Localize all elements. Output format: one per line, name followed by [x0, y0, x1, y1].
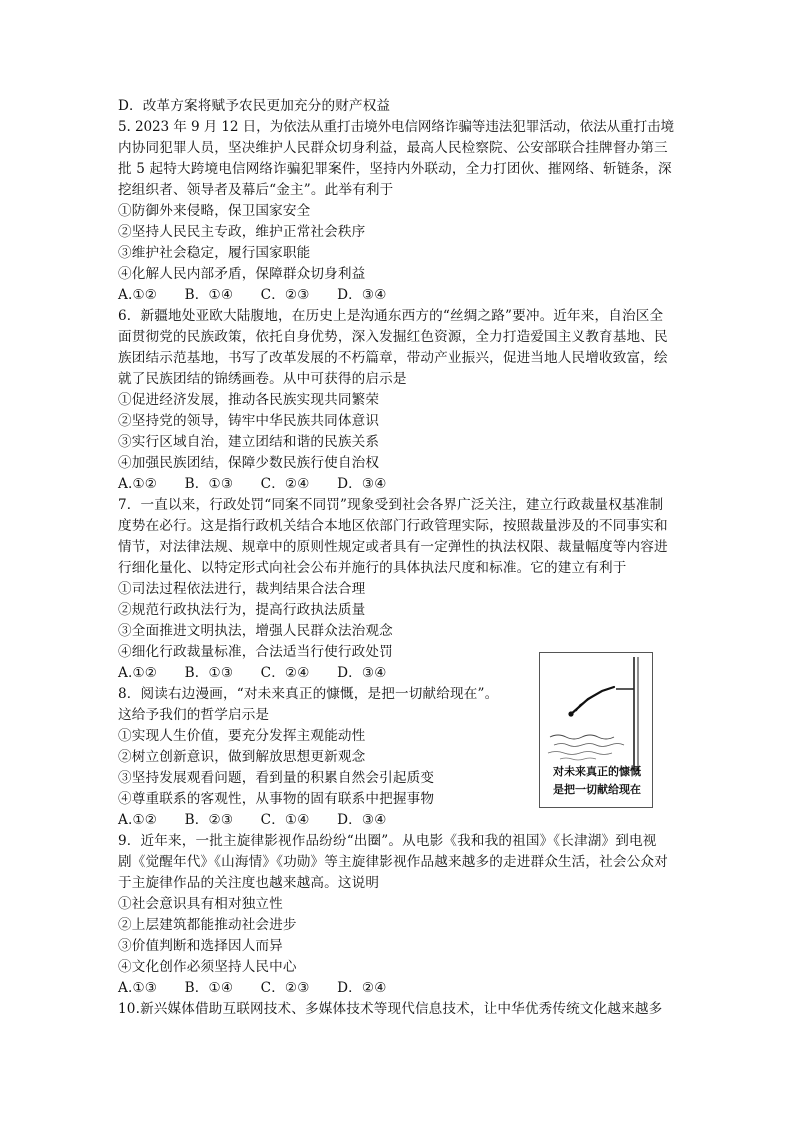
q7-stem-line-4: 行细化量化、以特定形式向社会公布并施行的具体执法尺度和标准。它的建立有利于: [118, 560, 627, 576]
q5-answer-options: A.①② B．①④ C．②③ D．③④: [118, 287, 387, 303]
q7-stem-line-3: 情节，对法律法规、规章中的原则性规定或者具有一定弹性的执法权限、裁量幅度等内容进: [118, 539, 668, 555]
q6-stem-line-2: 面贯彻党的民族政策，依托自身优势，深入发掘红色资源，全力打造爱国主义教育基地、民: [118, 329, 668, 345]
q7-item-1: ①司法过程依法进行，裁判结果合法合理: [118, 581, 366, 597]
q8-item-3: ③坚持发展观看问题，看到量的积累自然会引起质变: [118, 770, 435, 786]
q5-item-4: ④化解人民内部矛盾，保障群众切身利益: [118, 266, 366, 282]
q7-answer-options: A.①② B．①③ C．②④ D．③④: [118, 665, 387, 681]
q5-item-3: ③维护社会稳定，履行国家职能: [118, 245, 311, 261]
q8-stem-line-1: 8．阅读右边漫画，“对未来真正的慷慨，是把一切献给现在”。: [118, 686, 499, 702]
q6-item-1: ①促进经济发展，推动各民族实现共同繁荣: [118, 392, 380, 408]
q5-item-1: ①防御外来侵略，保卫国家安全: [118, 203, 311, 219]
q5-stem-line-4: 挖组织者、领导者及幕后“金主”。此举有利于: [118, 182, 394, 198]
cartoon-caption-line-1: 对未来真正的慷慨: [553, 765, 641, 778]
q7-item-4: ④细化行政裁量标准，合法适当行使行政处罚: [118, 644, 393, 660]
cartoon-illustration: [539, 652, 653, 808]
q5-stem-line-2: 内协同犯罪人员，坚决维护人民群众切身利益，最高人民检察院、公安部联合挂牌督办第三: [118, 140, 668, 156]
q9-item-3: ③价值判断和选择因人而异: [118, 938, 283, 954]
q6-stem-line-4: 就了民族团结的锦绣画卷。从中可获得的启示是: [118, 371, 407, 387]
q8-item-2: ②树立创新意识，做到解放思想更新观念: [118, 749, 366, 765]
q9-item-2: ②上层建筑都能推动社会进步: [118, 917, 297, 933]
q9-answer-options: A.①③ B．①④ C．②③ D．②④: [118, 980, 387, 996]
q6-item-3: ③实行区域自治，建立团结和谐的民族关系: [118, 434, 380, 450]
q8-answer-options: A.①② B．②③ C．①④ D．③④: [118, 812, 387, 828]
q5-stem-line-1: 5. 2023 年 9 月 12 日，为依法从重打击境外电信网络诈骗等违法犯罪活动，依法从重打击境: [118, 119, 674, 135]
q6-item-2: ②坚持党的领导，铸牢中华民族共同体意识: [118, 413, 380, 429]
cartoon-caption-line-2: 是把一切献给现在: [553, 783, 641, 796]
q5-item-2: ②坚持人民民主专政，维护正常社会秩序: [118, 224, 366, 240]
q9-item-4: ④文化创作必须坚持人民中心: [118, 959, 297, 975]
q4-option-d: D．改革方案将赋予农民更加充分的财产权益: [118, 98, 391, 114]
q9-stem-line-2: 剧《觉醒年代》《山海情》《功勋》等主旋律影视作品越来越多的走进群众生活，社会公众对: [118, 854, 668, 870]
q6-answer-options: A.①② B．①③ C．②④ D．③④: [118, 476, 387, 492]
q7-stem-line-1: 7．一直以来，行政处罚“同案不同罚”现象受到社会各界广泛关注，建立行政裁量权基准制: [118, 497, 664, 513]
q8-item-1: ①实现人生价值，要充分发挥主观能动性: [118, 728, 366, 744]
q7-item-3: ③全面推进文明执法，增强人民群众法治观念: [118, 623, 393, 639]
q8-stem-line-2: 这给予我们的哲学启示是: [118, 707, 270, 723]
q6-stem-line-3: 族团结示范基地，书写了改革发展的不朽篇章，带动产业振兴，促进当地人民增收致富，绘: [118, 350, 668, 366]
q8-item-4: ④尊重联系的客观性，从事物的固有联系中把握事物: [118, 791, 435, 807]
q9-stem-line-3: 于主旋律作品的关注度也越来越高。这说明: [118, 875, 380, 891]
q9-item-1: ①社会意识具有相对独立性: [118, 896, 283, 912]
q9-stem-line-1: 9．近年来，一批主旋律影视作品纷纷“出圈”。从电影《我和我的祖国》《长津湖》到电视: [118, 833, 657, 849]
q6-item-4: ④加强民族团结，保障少数民族行使自治权: [118, 455, 380, 471]
q7-item-2: ②规范行政执法行为，提高行政执法质量: [118, 602, 366, 618]
q5-stem-line-3: 批 5 起特大跨境电信网络诈骗犯罪案件，坚持内外联动，全力打团伙、摧网络、斩链条，深: [118, 161, 672, 177]
q7-stem-line-2: 度势在必行。这是指行政机关结合本地区依部门行政管理实际，按照裁量涉及的不同事实和: [118, 518, 668, 534]
q10-stem-line-1: 10.新兴媒体借助互联网技术、多媒体技术等现代信息技术，让中华优秀传统文化越来越多: [118, 1001, 663, 1017]
q6-stem-line-1: 6．新疆地处亚欧大陆腹地，在历史上是沟通东西方的“丝绸之路”要冲。近年来，自治区全: [118, 308, 664, 324]
